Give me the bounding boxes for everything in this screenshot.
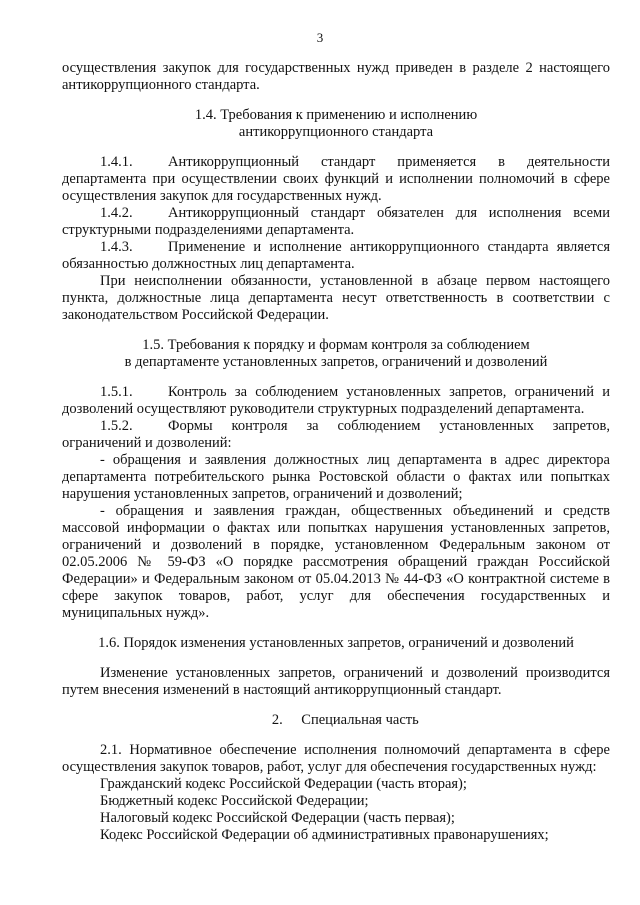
section-1-4-title-line1: 1.4. Требования к применению и исполнению <box>194 107 478 123</box>
section-2-number: 2. <box>271 712 283 728</box>
section-1-4-paragraph: При неисполнении обязанности, установленной в абзаце первом настоящего пункта, должностные лица департамента несут ответственность в соответствии с законодательством Российской Федерации. <box>62 273 610 323</box>
clause-1-4-2 <box>62 205 610 239</box>
section-1-6-heading: 1.6. Порядок изменения установленных запретов, ограничений и дозволений <box>98 635 574 651</box>
clause-text: Контроль за соблюдением установленных запретов, ограничений и дозволений осуществляют руководители структурных подразделений департамента. <box>62 384 610 417</box>
law-item: Гражданский кодекс Российской Федерации (часть вторая); <box>100 776 467 792</box>
clause-text: Формы контроля за соблюдением установленных запретов, ограничений и дозволений: <box>62 418 610 451</box>
clause-text: Применение и исполнение антикоррупционного стандарта является обязанностью должностных лиц департамента. <box>62 239 610 272</box>
clause-number: 1.4.2. <box>100 205 133 221</box>
clause-number: 1.5.2. <box>100 418 133 434</box>
clause-text: Антикоррупционный стандарт применяется в деятельности департамента при осуществлении своих функций и исполнении полномочий в сфере осуществления закупок для государственных нужд. <box>62 154 610 204</box>
section-1-5-title-line1: 1.5. Требования к порядку и формам контроля за соблюдением <box>142 337 530 353</box>
section-2-heading <box>62 712 610 729</box>
document-body <box>62 60 610 844</box>
section-2-title: Специальная часть <box>301 712 419 728</box>
law-item: Кодекс Российской Федерации об административных правонарушениях; <box>100 827 549 843</box>
section-1-6-paragraph: Изменение установленных запретов, ограничений и дозволений производится путем внесения изменений в настоящий антикоррупционный стандарт. <box>62 665 610 698</box>
clause-text: Антикоррупционный стандарт обязателен для исполнения всеми структурными подразделениями департамента. <box>62 205 610 238</box>
section-1-5-title-line2: в департаменте установленных запретов, ограничений и дозволений <box>124 354 548 370</box>
clause-number: 1.5.1. <box>100 384 133 400</box>
clause-1-4-1 <box>62 154 610 205</box>
clause-1-5-1 <box>62 384 610 418</box>
clause-1-5-2 <box>62 418 610 452</box>
page-number: 3 <box>316 30 324 45</box>
section-1-5-heading <box>62 337 610 371</box>
clause-1-4-3 <box>62 239 610 273</box>
clause-number: 1.4.3. <box>100 239 133 255</box>
clause-number: 1.4.1. <box>100 154 133 170</box>
control-form-item: - обращения и заявления должностных лиц департамента в адрес директора департамента потребительского рынка Ростовской области о фактах или попытках нарушения установленных запретов, ограничений и дозволений; <box>62 452 610 502</box>
section-1-4-heading <box>62 107 610 141</box>
law-item: Налоговый кодекс Российской Федерации (часть первая); <box>100 810 455 826</box>
law-item: Бюджетный кодекс Российской Федерации; <box>100 793 369 809</box>
section-1-4-title-line2: антикоррупционного стандарта <box>238 124 434 140</box>
control-form-item: - обращения и заявления граждан, общественных объединений и средств массовой информации о фактах или попытках нарушения установленных запретов, ограничений и дозволений в порядке, установленном Федеральным законом от 02.05.2006 № 59-ФЗ «О порядке рассмотрения обращений граждан Российской Федерации» и Федеральным законом от 05.04.2013 № 44-ФЗ «О контрактной системе в сфере закупок товаров, работ, услуг для обеспечения государственных и муниципальных нужд». <box>62 503 610 621</box>
section-2-1-paragraph: 2.1. Нормативное обеспечение исполнения полномочий департамента в сфере осуществления закупок товаров, работ, услуг для обеспечения государственных нужд: <box>62 742 610 775</box>
intro-paragraph: осуществления закупок для государственных нужд приведен в разделе 2 настоящего антикоррупционного стандарта. <box>62 60 610 93</box>
